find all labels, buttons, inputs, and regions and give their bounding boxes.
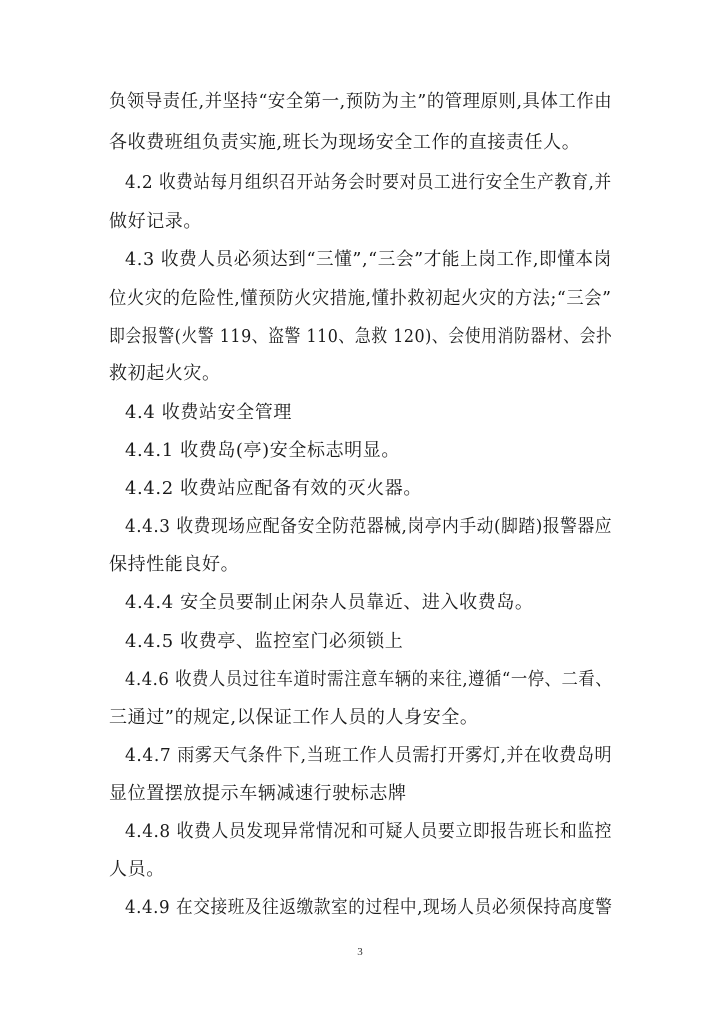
text-line: 4.4.2 收费站应配备有效的灭火器。 xyxy=(125,478,422,499)
text-line: 三通过”的规定,以保证工作人员的人身安全。 xyxy=(109,707,479,728)
text-line: 4.4.7 雨雾天气条件下,当班工作人员需打开雾灯,并在收费岛明 xyxy=(125,745,613,766)
text-line: 4.3 收费人员必须达到“三懂”,“三会”才能上岗工作,即懂本岗 xyxy=(125,249,612,270)
text-line: 4.4.8 收费人员发现异常情况和可疑人员要立即报告班长和监控 xyxy=(125,821,613,842)
section-heading: 4.4 收费站安全管理 xyxy=(125,402,292,423)
text-line: 人员。 xyxy=(109,859,165,880)
text-line: 各收费班组负责实施,班长为现场安全工作的直接责任人。 xyxy=(109,132,581,153)
text-line: 负领导责任,并坚持“安全第一,预防为主”的管理原则,具体工作由 xyxy=(109,91,613,112)
text-line: 4.2 收费站每月组织召开站务会时要对员工进行安全生产教育,并 xyxy=(125,172,612,193)
text-line: 4.4.4 安全员要制止闲杂人员靠近、进入收费岛。 xyxy=(125,592,534,613)
text-line: 保持性能良好。 xyxy=(109,554,240,575)
text-line: 即会报警(火警 119、盗警 110、急救 120)、会使用消防器材、会扑 xyxy=(109,326,613,347)
text-line: 4.4.5 收费亭、监控室门必须锁上 xyxy=(125,631,404,652)
text-line: 4.4.3 收费现场应配备安全防范器械,岗亭内手动(脚踏)报警器应 xyxy=(125,516,613,537)
text-line: 做好记录。 xyxy=(109,211,202,232)
page-number: 3 xyxy=(357,946,363,958)
text-line: 4.4.1 收费岛(亭)安全标志明显。 xyxy=(125,440,400,461)
text-line: 4.4.9 在交接班及往返缴款室的过程中,现场人员必须保持高度警 xyxy=(125,897,613,918)
text-line: 显位置摆放提示车辆减速行驶标志牌 xyxy=(109,783,407,804)
text-line: 位火灾的危险性,懂预防火灾措施,懂扑救初起火灾的方法;“三会” xyxy=(109,288,612,309)
text-line: 救初起火灾。 xyxy=(109,363,221,384)
text-line: 4.4.6 收费人员过往车道时需注意车辆的来往,遵循“一停、二看、 xyxy=(125,669,613,690)
